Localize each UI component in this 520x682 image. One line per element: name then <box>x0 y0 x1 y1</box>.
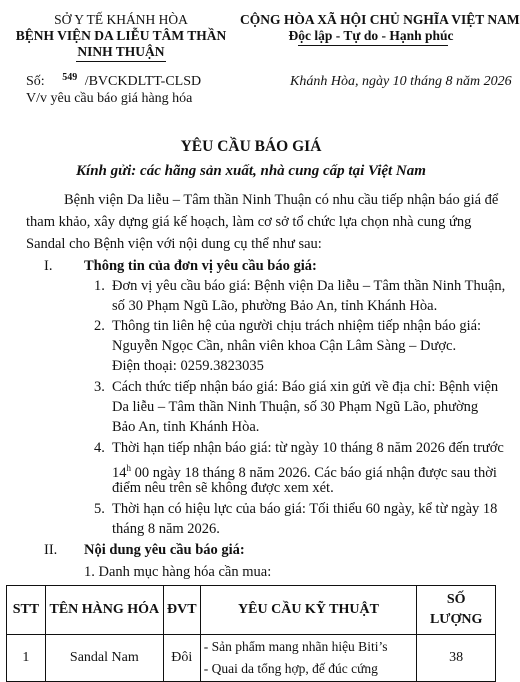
row-qty: 38 <box>417 635 496 682</box>
ministry-name: SỞ Y TẾ KHÁNH HÒA <box>54 12 188 27</box>
item1-line-1: Đơn vị yêu cầu báo giá: Bệnh viện Da liễu – Tâm thần Ninh Thuận, <box>112 278 506 294</box>
table-row <box>7 635 496 682</box>
col-header-unit: ĐVT <box>163 586 200 635</box>
item3-line-2: Da liễu – Tâm thần Ninh Thuận, số 30 Phạm Ngũ Lão, phường <box>112 399 479 415</box>
col-header-qty <box>417 586 496 635</box>
col-header-stt: STT <box>7 586 46 635</box>
document-subject: V/v yêu cầu báo giá hàng hóa <box>26 91 193 106</box>
section1-heading: Thông tin của đơn vị yêu cầu báo giá: <box>84 258 317 274</box>
section2-sub1: 1. Danh mục hàng hóa cần mua: <box>84 564 272 580</box>
item5-line-1: Thời hạn có hiệu lực của báo giá: Tối thiểu 60 ngày, kể từ ngày 18 <box>112 501 498 517</box>
intro-line-3: Sandal cho Bệnh viện với nội dung cụ thể như sau: <box>26 236 322 252</box>
item4-time-h: h <box>126 463 131 473</box>
col-header-name: TÊN HÀNG HÓA <box>45 586 163 635</box>
item2-number: 2. <box>94 318 105 334</box>
section2-heading: Nội dung yêu cầu báo giá: <box>84 542 245 558</box>
item3-line-3: Bảo An, tỉnh Khánh Hòa. <box>112 419 260 435</box>
item3-line-1: Cách thức tiếp nhận báo giá: Báo giá xin gửi về địa chỉ: Bệnh viện <box>112 379 499 395</box>
item5-number: 5. <box>94 501 105 517</box>
item2-line-3: Điện thoại: 0259.3823035 <box>112 358 264 374</box>
item4-number: 4. <box>94 440 105 456</box>
intro-line-2: tham khảo, xây dựng giá kế hoạch, làm cơ sở tổ chức lựa chọn nhà cung ứng <box>26 214 472 230</box>
col-header-qty-line1: SỐ <box>446 592 466 607</box>
item4-line-3: điểm nêu trên sẽ không được xem xét. <box>112 480 334 496</box>
doc-number-suffix: /BVCKDLTT-CLSD <box>84 74 202 89</box>
item4-line-1: Thời hạn tiếp nhận báo giá: từ ngày 10 tháng 8 năm 2026 đến trước <box>112 440 504 456</box>
item1-number: 1. <box>94 278 105 294</box>
col-header-spec: YÊU CẦU KỸ THUẬT <box>200 586 417 635</box>
section2-numeral: II. <box>44 542 58 558</box>
doc-number-label: Số: <box>26 74 45 89</box>
section1-numeral: I. <box>44 258 53 274</box>
nation-name: CỘNG HÒA XÃ HỘI CHỦ NGHĨA VIỆT NAM <box>240 12 520 27</box>
row-spec-line1: - Sản phẩm mang nhãn hiệu Biti’s <box>203 639 388 654</box>
hospital-name-line2: NINH THUẬN <box>77 44 165 59</box>
row-spec-line2: - Quai da tổng hợp, đế đúc cứng <box>203 661 378 676</box>
item2-line-2: Nguyễn Ngọc Cần, nhân viên khoa Cận Lâm Sàng – Dược. <box>112 338 457 354</box>
row-name: Sandal Nam <box>45 635 163 682</box>
col-header-qty-line2: LƯỢNG <box>429 612 483 627</box>
hospital-name-line1: BỆNH VIỆN DA LIỄU TÂM THẦN <box>15 28 227 43</box>
intro-line-1: Bệnh viện Da liễu – Tâm thần Ninh Thuận có nhu cầu tiếp nhận báo giá để <box>64 192 499 208</box>
document-title: YÊU CẦU BÁO GIÁ <box>180 138 322 155</box>
item5-line-2: tháng 8 năm 2026. <box>112 521 220 537</box>
item2-line-1: Thông tin liên hệ của người chịu trách nhiệm tiếp nhận báo giá: <box>112 318 482 334</box>
doc-number-value: 549 <box>62 72 78 83</box>
motto-underline <box>298 45 448 46</box>
row-unit: Đôi <box>163 635 200 682</box>
item1-line-2: số 30 Phạm Ngũ Lão, phường Bảo An, tỉnh Khánh Hòa. <box>112 298 438 314</box>
table-header-row <box>7 586 496 635</box>
row-stt: 1 <box>7 635 46 682</box>
hospital-underline <box>76 61 166 62</box>
document-number <box>26 74 201 90</box>
item4-time-rest: 00 ngày 18 tháng 8 năm 2026. Các báo giá nhận được sau thời <box>134 464 497 481</box>
item3-number: 3. <box>94 379 105 395</box>
goods-table <box>6 585 496 682</box>
recipient-line: Kính gửi: các hãng sản xuất, nhà cung cấp tại Việt Nam <box>76 163 426 179</box>
national-motto: Độc lập - Tự do - Hạnh phúc <box>288 28 454 43</box>
item4-time-hour: 14 <box>112 464 127 481</box>
place-and-date: Khánh Hòa, ngày 10 tháng 8 năm 2026 <box>290 74 512 89</box>
row-spec <box>200 635 417 682</box>
